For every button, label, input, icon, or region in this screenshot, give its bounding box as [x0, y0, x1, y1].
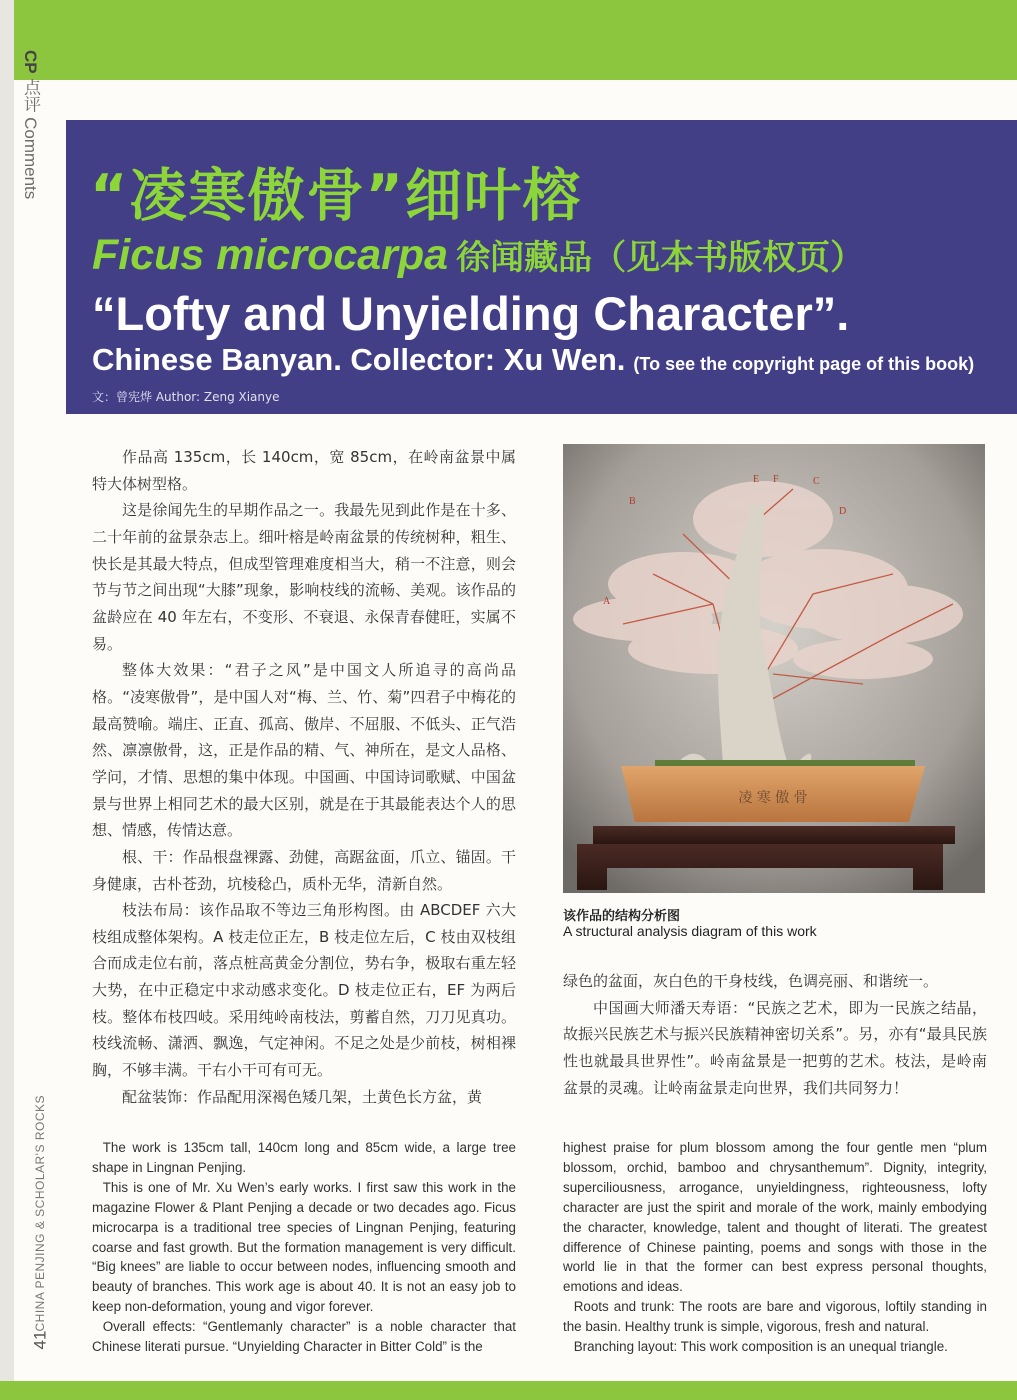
magazine-name — [33, 1095, 53, 1345]
label-c: C — [813, 476, 820, 487]
label-f: F — [773, 474, 779, 485]
label-e: E — [753, 474, 760, 485]
paragraph: 根、干：作品根盘裸露、劲健，高踞盆面，爪立、锚固。干身健康，古朴苍劲，坑棱稔凸，质朴无华，清新自然。 — [92, 847, 516, 893]
chinese-text-right — [563, 968, 987, 1101]
paragraph: 作品高 135cm，长 140cm，宽 85cm，在岭南盆景中属特大体树型格。 — [92, 448, 516, 493]
section-en: Comments — [21, 117, 40, 200]
paragraph: Overall effects: “Gentlemanly character” is a noble character that Chinese literati pursue. “Unyielding Character in Bitter Cold” is the — [92, 1319, 516, 1355]
subtitle-english — [92, 342, 1017, 378]
page-number: 41 — [30, 1330, 50, 1350]
paragraph: The work is 135cm tall, 140cm long and 85cm wide, a large tree shape in Lingnan Penjing. — [92, 1140, 516, 1175]
section-cn: 点评 — [21, 78, 40, 113]
title-english: “Lofty and Unyielding Character”. — [92, 287, 850, 340]
label-b: B — [629, 496, 636, 507]
chinese-text-left — [92, 444, 516, 1110]
caption-english: A structural analysis diagram of this work — [563, 923, 817, 939]
subtitle-chinese: 徐闻藏品（见本书版权页） — [456, 238, 865, 278]
paragraph: highest praise for plum blossom among the four gentle men “plum blossom, orchid, bamboo and chrysanthemum”. Dignity, integrity, superciliousness, arrogance, unyieldingness, righteousness, lofty character are just the spirit and morale of the work, mainly embodying the character, knowledge, talent and thought of literati. The greatest difference of Chinese painting, poems and songs with those in the world lie in that the former can best express personal thoughts, emotions and ideas. — [563, 1140, 987, 1295]
paragraph: 绿色的盆面，灰白色的干身枝线，色调亮丽、和谐统一。 — [563, 972, 939, 990]
paragraph: 中国画大师潘天寿语：“民族之艺术，即为一民族之结晶，故振兴民族艺术与振兴民族精神密切关系”。另，亦有“最具民族性也就最具世界性”。岭南盆景是一把剪的艺术。枝法，是岭南盆景的灵魂。让岭南盆景走向世界，我们共同努力！ — [563, 998, 987, 1097]
subtitle-english-main: Chinese Banyan. Collector: Xu Wen. — [92, 342, 626, 377]
paragraph: 整体大效果：“君子之风”是中国文人所追寻的高尚品格。“凌寒傲骨”，是中国人对“梅、兰、竹、菊”四君子中梅花的最高赞喻。端庄、正直、孤高、傲岸、不屈服、不低头、正气浩然、凛凛傲骨，这，正是作品的精、气、神所在，是文人品格、学问，才情、思想的集中体现。中国画、中国诗词歌赋、中国盆景与世界上相同艺术的最大区别，就是在于其最能表达个人的思想、情感，传情达意。 — [92, 661, 516, 840]
paragraph: This is one of Mr. Xu Wen’s early works. I first saw this work in the magazine Flower & Plant Penjing a decade or two decades ago. Ficus microcarpa is a traditional tree species of Lingnan Penjing, featuring coarse and fast growth. But the formation management is very difficult. “Big knees” are liable to occur between nodes, influencing smooth and beauty of branches. This work age is about 40. It is not an easy job to keep non-deformation, young and vigor forever. — [92, 1179, 516, 1315]
subtitle-english-note: (To see the copyright page of this book) — [633, 354, 975, 374]
paragraph: Branching layout: This work composition is an unequal triangle. — [573, 1339, 948, 1355]
section-code: CP — [21, 50, 40, 74]
subtitle-line — [92, 230, 864, 280]
label-d: D — [839, 506, 847, 517]
caption-chinese: 该作品的结构分析图 — [563, 909, 681, 924]
page-edge-strip — [0, 0, 14, 1400]
label-a: A — [603, 596, 611, 607]
author-credit: 文：曾宪烨 Author: Zeng Xianye — [92, 390, 280, 404]
english-text-right — [563, 1138, 987, 1357]
latin-name: Ficus microcarpa — [92, 231, 449, 279]
top-green-band — [0, 0, 1017, 80]
paragraph: 枝法布局：该作品取不等边三角形构图。由 ABCDEF 六大枝组成整体架构。A 枝走位正左，B 枝走位左后，C 枝由双枝组合而成走位右前，落点桩高黄金分割位，势右争，极取右重左轻大势，在中正稳定中求动感求变化。D 枝走位正右，EF 为两后枝。整体布枝四岐。采用纯岭南枝法，剪蓄自然，刀刀见真功。枝线流畅、潇洒、飘逸，气定神闲。不足之处是少前枝，树相裸胸，不够丰满。干右小干可有可无。 — [92, 901, 516, 1080]
stand-top — [593, 826, 955, 844]
paragraph: 配盆装饰：作品配用深褐色矮几架，土黄色长方盆，黄 — [122, 1087, 483, 1106]
bonsai-photo — [563, 444, 985, 893]
paragraph: 这是徐闻先生的早期作品之一。我最先见到此作是在十多、二十年前的盆景杂志上。细叶榕是岭南盆景的传统树种，粗生、快长是其最大特点，但成型管理难度相当大，稍一不注意，则会节与节之间出现“大膝”现象，影响枝线的流畅、美观。该作品的盆龄应在 40 年左右，不变形、不衰退、永保青春健旺，实属不易。 — [92, 501, 516, 653]
section-label — [18, 50, 58, 290]
paragraph: Roots and trunk: The roots are bare and vigorous, loftily standing in the basin. Healthy trunk is simple, vigorous, fresh and natural. — [563, 1299, 987, 1335]
pot-inscription: 凌 寒 傲 骨 — [738, 790, 808, 806]
bottom-green-band — [0, 1381, 1017, 1400]
english-text-left — [92, 1138, 516, 1357]
title-chinese: “凌寒傲骨”细叶榕 — [90, 163, 582, 229]
magazine-name-text: CHINA PENJING & SCHOLAR'S ROCKS — [33, 1095, 47, 1332]
